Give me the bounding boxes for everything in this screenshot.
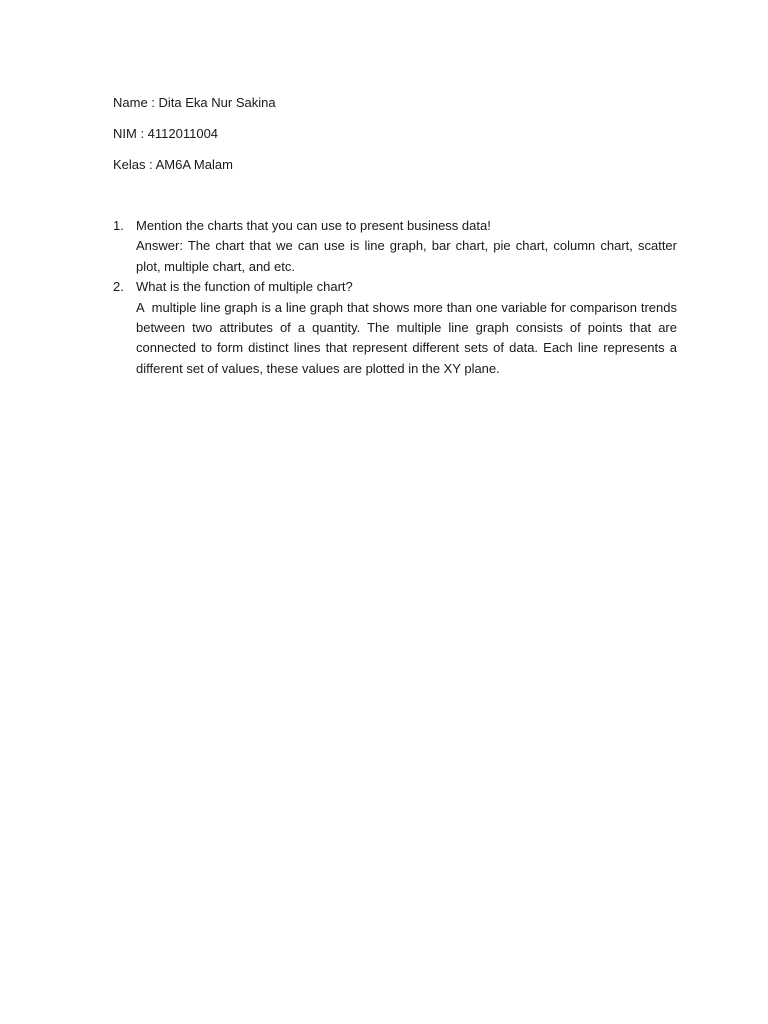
student-name: Name : Dita Eka Nur Sakina (113, 95, 276, 110)
answer-text: Answer: The chart that we can use is line graph, bar chart, pie chart, column chart, scatter plot, multiple chart, and etc. (136, 238, 677, 274)
question-item-2 (113, 277, 681, 379)
question-text: What is the function of multiple chart? (136, 279, 353, 295)
answer-text: A multiple line graph is a line graph that shows more than one variable for comparison trends between two attributes of a quantity. The multiple line graph consists of points that are connected to form distinct lines that represent different sets of data. Each line represents a different set of values, these values are plotted in the XY plane. (136, 299, 681, 376)
student-nim: NIM : 4112011004 (113, 126, 219, 141)
question-item-1 (113, 216, 677, 277)
question-number: 2. (113, 279, 124, 295)
question-text: Mention the charts that you can use to present business data! (136, 218, 491, 233)
student-class: Kelas : AM6A Malam (113, 157, 233, 172)
question-number: 1. (113, 218, 124, 233)
question-list (113, 216, 681, 379)
